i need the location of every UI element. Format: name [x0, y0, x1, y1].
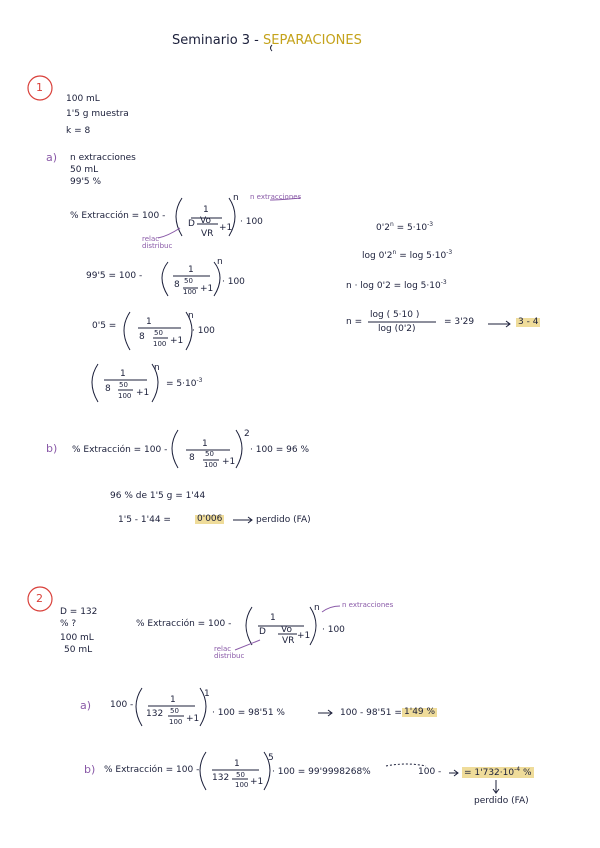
- frac-vo: Vo: [281, 625, 292, 635]
- equation-left: 99'5 = 100 -: [86, 271, 143, 281]
- loss-note: perdido (FA): [256, 515, 311, 525]
- frac-vo: Vo: [200, 216, 211, 226]
- given-line: D = 132: [60, 607, 98, 617]
- times-100: · 100: [192, 326, 215, 336]
- frac-50: 50: [236, 771, 245, 779]
- note-n-extracciones: n extracciones: [342, 601, 394, 609]
- frac-100: 100: [204, 461, 218, 469]
- exponent-n: n: [233, 193, 239, 203]
- answer-a: 1'49 %: [404, 707, 436, 717]
- log-num: log ( 5·10 ): [370, 310, 420, 320]
- frac-D: D: [188, 219, 195, 229]
- right-eq-3: $n \cdot \log 0'2 = \log 5\cdot 10^{-3}$: [346, 279, 447, 291]
- equation-left: 0'5 =: [92, 321, 117, 331]
- result: · 100 = 99'9998268%: [272, 767, 371, 777]
- plus-one: +1: [219, 223, 233, 233]
- equation-left: % Extracción = 100 -: [136, 619, 232, 629]
- calc-line: 100 -: [418, 767, 442, 777]
- given-line: 100 mL: [66, 94, 100, 104]
- equation-left: 100 -: [110, 700, 134, 710]
- plus-one: +1: [297, 631, 311, 641]
- plus-one: +1: [222, 457, 236, 467]
- frac-num: 1: [202, 439, 208, 449]
- equation-left: % Extracción = 100 -: [70, 211, 166, 221]
- plus-one: +1: [136, 388, 150, 398]
- frac-100: 100: [235, 781, 249, 789]
- part-b-label: b): [46, 442, 58, 455]
- exponent-n: n: [188, 311, 194, 321]
- calc-line: 1'5 - 1'44 =: [118, 515, 171, 525]
- n-answer: 3 - 4: [518, 317, 539, 327]
- loss-note: perdido (FA): [474, 796, 529, 806]
- plus-one: +1: [250, 777, 264, 787]
- result: = $5\cdot 10^{-3}$: [166, 377, 203, 389]
- note-relac: relac distribuc: [142, 235, 173, 250]
- given-line: 1'5 g muestra: [66, 109, 129, 119]
- frac-num: 1: [234, 759, 240, 769]
- frac-num: 1: [120, 369, 126, 379]
- frac-8: 8: [105, 384, 111, 394]
- exponent: 2: [244, 429, 250, 439]
- right-eq-2: $\log 0'2^n = \log 5\cdot 10^{-3}$: [362, 249, 453, 261]
- frac-8: 8: [139, 332, 145, 342]
- given-line: 100 mL: [60, 633, 94, 643]
- calc-line: 96 % de 1'5 g = 1'44: [110, 491, 206, 501]
- loss-answer: 0'006: [197, 514, 223, 524]
- exponent: 1: [204, 689, 210, 699]
- given-line: 50 mL: [64, 645, 93, 655]
- answer-b: = $1'732\cdot 10^{-4}$ %: [464, 766, 532, 778]
- log-den: log (0'2): [378, 324, 416, 334]
- part-a-label: a): [80, 699, 92, 712]
- exponent-n: n: [314, 603, 320, 613]
- result: · 100 = 98'51 %: [212, 708, 285, 718]
- equation-left: % Extracción = 100 -: [104, 765, 200, 775]
- section-1-number: 1: [36, 81, 43, 94]
- times-100: · 100: [240, 217, 263, 227]
- frac-50: 50: [184, 277, 193, 285]
- frac-100: 100: [183, 288, 197, 296]
- frac-50: 50: [170, 707, 179, 715]
- n-equals: n =: [346, 317, 363, 327]
- frac-num: 1: [203, 205, 209, 215]
- right-eq-1: $0'2^n = 5\cdot 10^{-3}$: [376, 221, 434, 233]
- frac-100: 100: [118, 392, 132, 400]
- frac-D: D: [259, 627, 266, 637]
- exponent: 5: [268, 753, 274, 763]
- frac-num: 1: [270, 613, 276, 623]
- page-title: Seminario 3 - SEPARACIONES: [172, 33, 362, 48]
- frac-D: 132: [212, 773, 230, 783]
- part-b-label: b): [84, 763, 96, 776]
- times-100: · 100: [222, 277, 245, 287]
- times-100: · 100: [322, 625, 345, 635]
- given-line: 99'5 %: [70, 177, 102, 187]
- section-2-number: 2: [36, 592, 43, 605]
- frac-8: 8: [174, 280, 180, 290]
- note-n-extracciones: n extracciones: [250, 193, 302, 201]
- plus-one: +1: [170, 336, 184, 346]
- given-line: 50 mL: [70, 165, 99, 175]
- frac-num: 1: [146, 317, 152, 327]
- n-value: = 3'29: [444, 317, 475, 327]
- part-a-label: a): [46, 151, 58, 164]
- frac-num: 1: [188, 265, 194, 275]
- frac-100: 100: [153, 340, 167, 348]
- given-line: % ?: [60, 619, 77, 629]
- frac-D: 132: [146, 709, 164, 719]
- equation-left: % Extracción = 100 -: [72, 445, 168, 455]
- frac-vr: VR: [201, 229, 214, 239]
- plus-one: +1: [186, 714, 200, 724]
- frac-50: 50: [119, 381, 128, 389]
- frac-50: 50: [154, 329, 163, 337]
- frac-8: 8: [189, 453, 195, 463]
- note-relac: relac distribuc: [214, 645, 245, 660]
- exponent-n: n: [217, 257, 223, 267]
- given-line: k = 8: [66, 126, 91, 136]
- frac-num: 1: [170, 695, 176, 705]
- frac-50: 50: [205, 450, 214, 458]
- result: · 100 = 96 %: [250, 445, 310, 455]
- exponent-n: n: [154, 363, 160, 373]
- given-line: n extracciones: [70, 153, 136, 163]
- plus-one: +1: [200, 284, 214, 294]
- frac-vr: VR: [282, 636, 295, 646]
- calc-line: 100 - 98'51 =: [340, 708, 402, 718]
- frac-100: 100: [169, 718, 183, 726]
